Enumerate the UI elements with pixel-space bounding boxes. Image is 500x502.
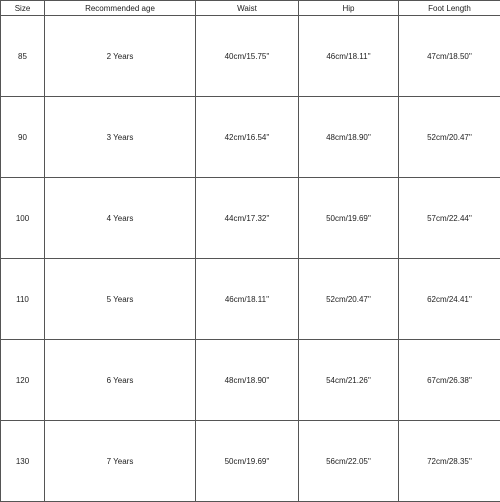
- cell-waist: 40cm/15.75'': [196, 16, 299, 97]
- cell-age: 5 Years: [45, 259, 196, 340]
- cell-foot-length: 67cm/26.38'': [399, 340, 500, 421]
- cell-hip: 50cm/19.69'': [299, 178, 399, 259]
- cell-hip: 46cm/18.11'': [299, 16, 399, 97]
- cell-age: 3 Years: [45, 97, 196, 178]
- cell-waist: 46cm/18.11'': [196, 259, 299, 340]
- cell-age: 6 Years: [45, 340, 196, 421]
- table-row: [1, 421, 500, 502]
- table-row: [1, 259, 500, 340]
- table-header: [1, 1, 500, 16]
- cell-foot-length: 72cm/28.35'': [399, 421, 500, 502]
- header-size: Size: [1, 1, 45, 16]
- header-hip: Hip: [299, 1, 399, 16]
- cell-size: 130: [1, 421, 45, 502]
- cell-hip: 48cm/18.90'': [299, 97, 399, 178]
- cell-hip: 54cm/21.26'': [299, 340, 399, 421]
- header-recommended-age: Recommended age: [45, 1, 196, 16]
- cell-age: 2 Years: [45, 16, 196, 97]
- cell-waist: 50cm/19.69'': [196, 421, 299, 502]
- cell-waist: 48cm/18.90'': [196, 340, 299, 421]
- cell-foot-length: 62cm/24.41'': [399, 259, 500, 340]
- cell-waist: 42cm/16.54'': [196, 97, 299, 178]
- cell-hip: 52cm/20.47'': [299, 259, 399, 340]
- cell-foot-length: 52cm/20.47'': [399, 97, 500, 178]
- table-row: [1, 97, 500, 178]
- cell-age: 4 Years: [45, 178, 196, 259]
- cell-size: 90: [1, 97, 45, 178]
- header-waist: Waist: [196, 1, 299, 16]
- cell-hip: 56cm/22.05'': [299, 421, 399, 502]
- table-row: [1, 16, 500, 97]
- header-row: [1, 1, 500, 16]
- cell-foot-length: 57cm/22.44'': [399, 178, 500, 259]
- cell-size: 110: [1, 259, 45, 340]
- table-body: [1, 16, 500, 502]
- cell-waist: 44cm/17.32'': [196, 178, 299, 259]
- table-row: [1, 340, 500, 421]
- cell-size: 120: [1, 340, 45, 421]
- cell-size: 100: [1, 178, 45, 259]
- cell-age: 7 Years: [45, 421, 196, 502]
- table-row: [1, 178, 500, 259]
- header-foot-length: Foot Length: [399, 1, 500, 16]
- cell-foot-length: 47cm/18.50'': [399, 16, 500, 97]
- cell-size: 85: [1, 16, 45, 97]
